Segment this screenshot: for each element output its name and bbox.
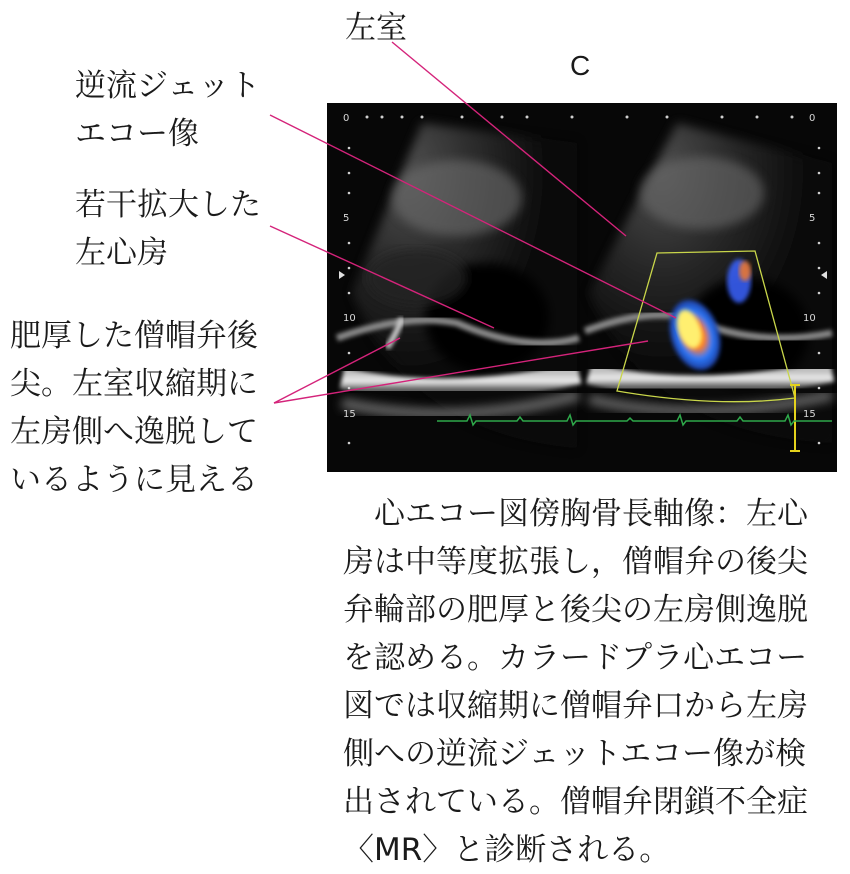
regurgitant-jet-label-line-2: エコー像 <box>75 116 199 152</box>
echocardiogram-image <box>327 103 837 472</box>
valve-label-line-1: 肥厚した僧帽弁後 <box>10 318 258 354</box>
left-atrium-label-line-2: 左心房 <box>75 235 168 271</box>
valve-label-line-4: いるように見える <box>10 462 258 498</box>
caption <box>343 490 833 874</box>
left-ventricle-label: 左室 <box>345 10 407 46</box>
depth-label-left-0: 0 <box>343 113 350 124</box>
depth-label-left-15: 15 <box>343 409 356 420</box>
caption-line: 心エコー図傍胸骨長軸像：左心 <box>343 496 808 532</box>
depth-label-right-0: 0 <box>809 113 816 124</box>
depth-label-left-10: 10 <box>343 313 356 324</box>
caption-line: 側への逆流ジェットエコー像が検 <box>343 736 807 772</box>
caption-line: 弁輪部の肥厚と後尖の左房側逸脱 <box>343 592 808 628</box>
caption-line: 図では収縮期に僧帽弁口から左房 <box>343 688 808 724</box>
depth-label-right-5: 5 <box>809 213 816 224</box>
caption-line: 出されている。僧帽弁閉鎖不全症 <box>343 784 808 820</box>
right-sector-doppler <box>585 123 832 451</box>
left-marker-icon <box>339 271 345 279</box>
regurgitant-jet-label-line-1: 逆流ジェット <box>75 68 261 104</box>
depth-label-right-15: 15 <box>803 409 816 420</box>
valve-label-line-3: 左房側へ逸脱して <box>10 414 258 450</box>
caption-line: を認める。カラードプラ心エコー <box>343 640 808 676</box>
depth-label-left-5: 5 <box>343 213 350 224</box>
caption-line: 〈MR〉と診断される。 <box>343 832 671 868</box>
depth-label-right-10: 10 <box>803 313 816 324</box>
left-atrium-label-line-1: 若干拡大した <box>75 187 261 223</box>
caption-line: 房は中等度拡張し，僧帽弁の後尖 <box>343 544 808 580</box>
valve-label-line-2: 尖。左室収縮期に <box>10 366 258 402</box>
panel-letter: C <box>570 50 591 81</box>
left-sector-grayscale <box>337 123 579 448</box>
